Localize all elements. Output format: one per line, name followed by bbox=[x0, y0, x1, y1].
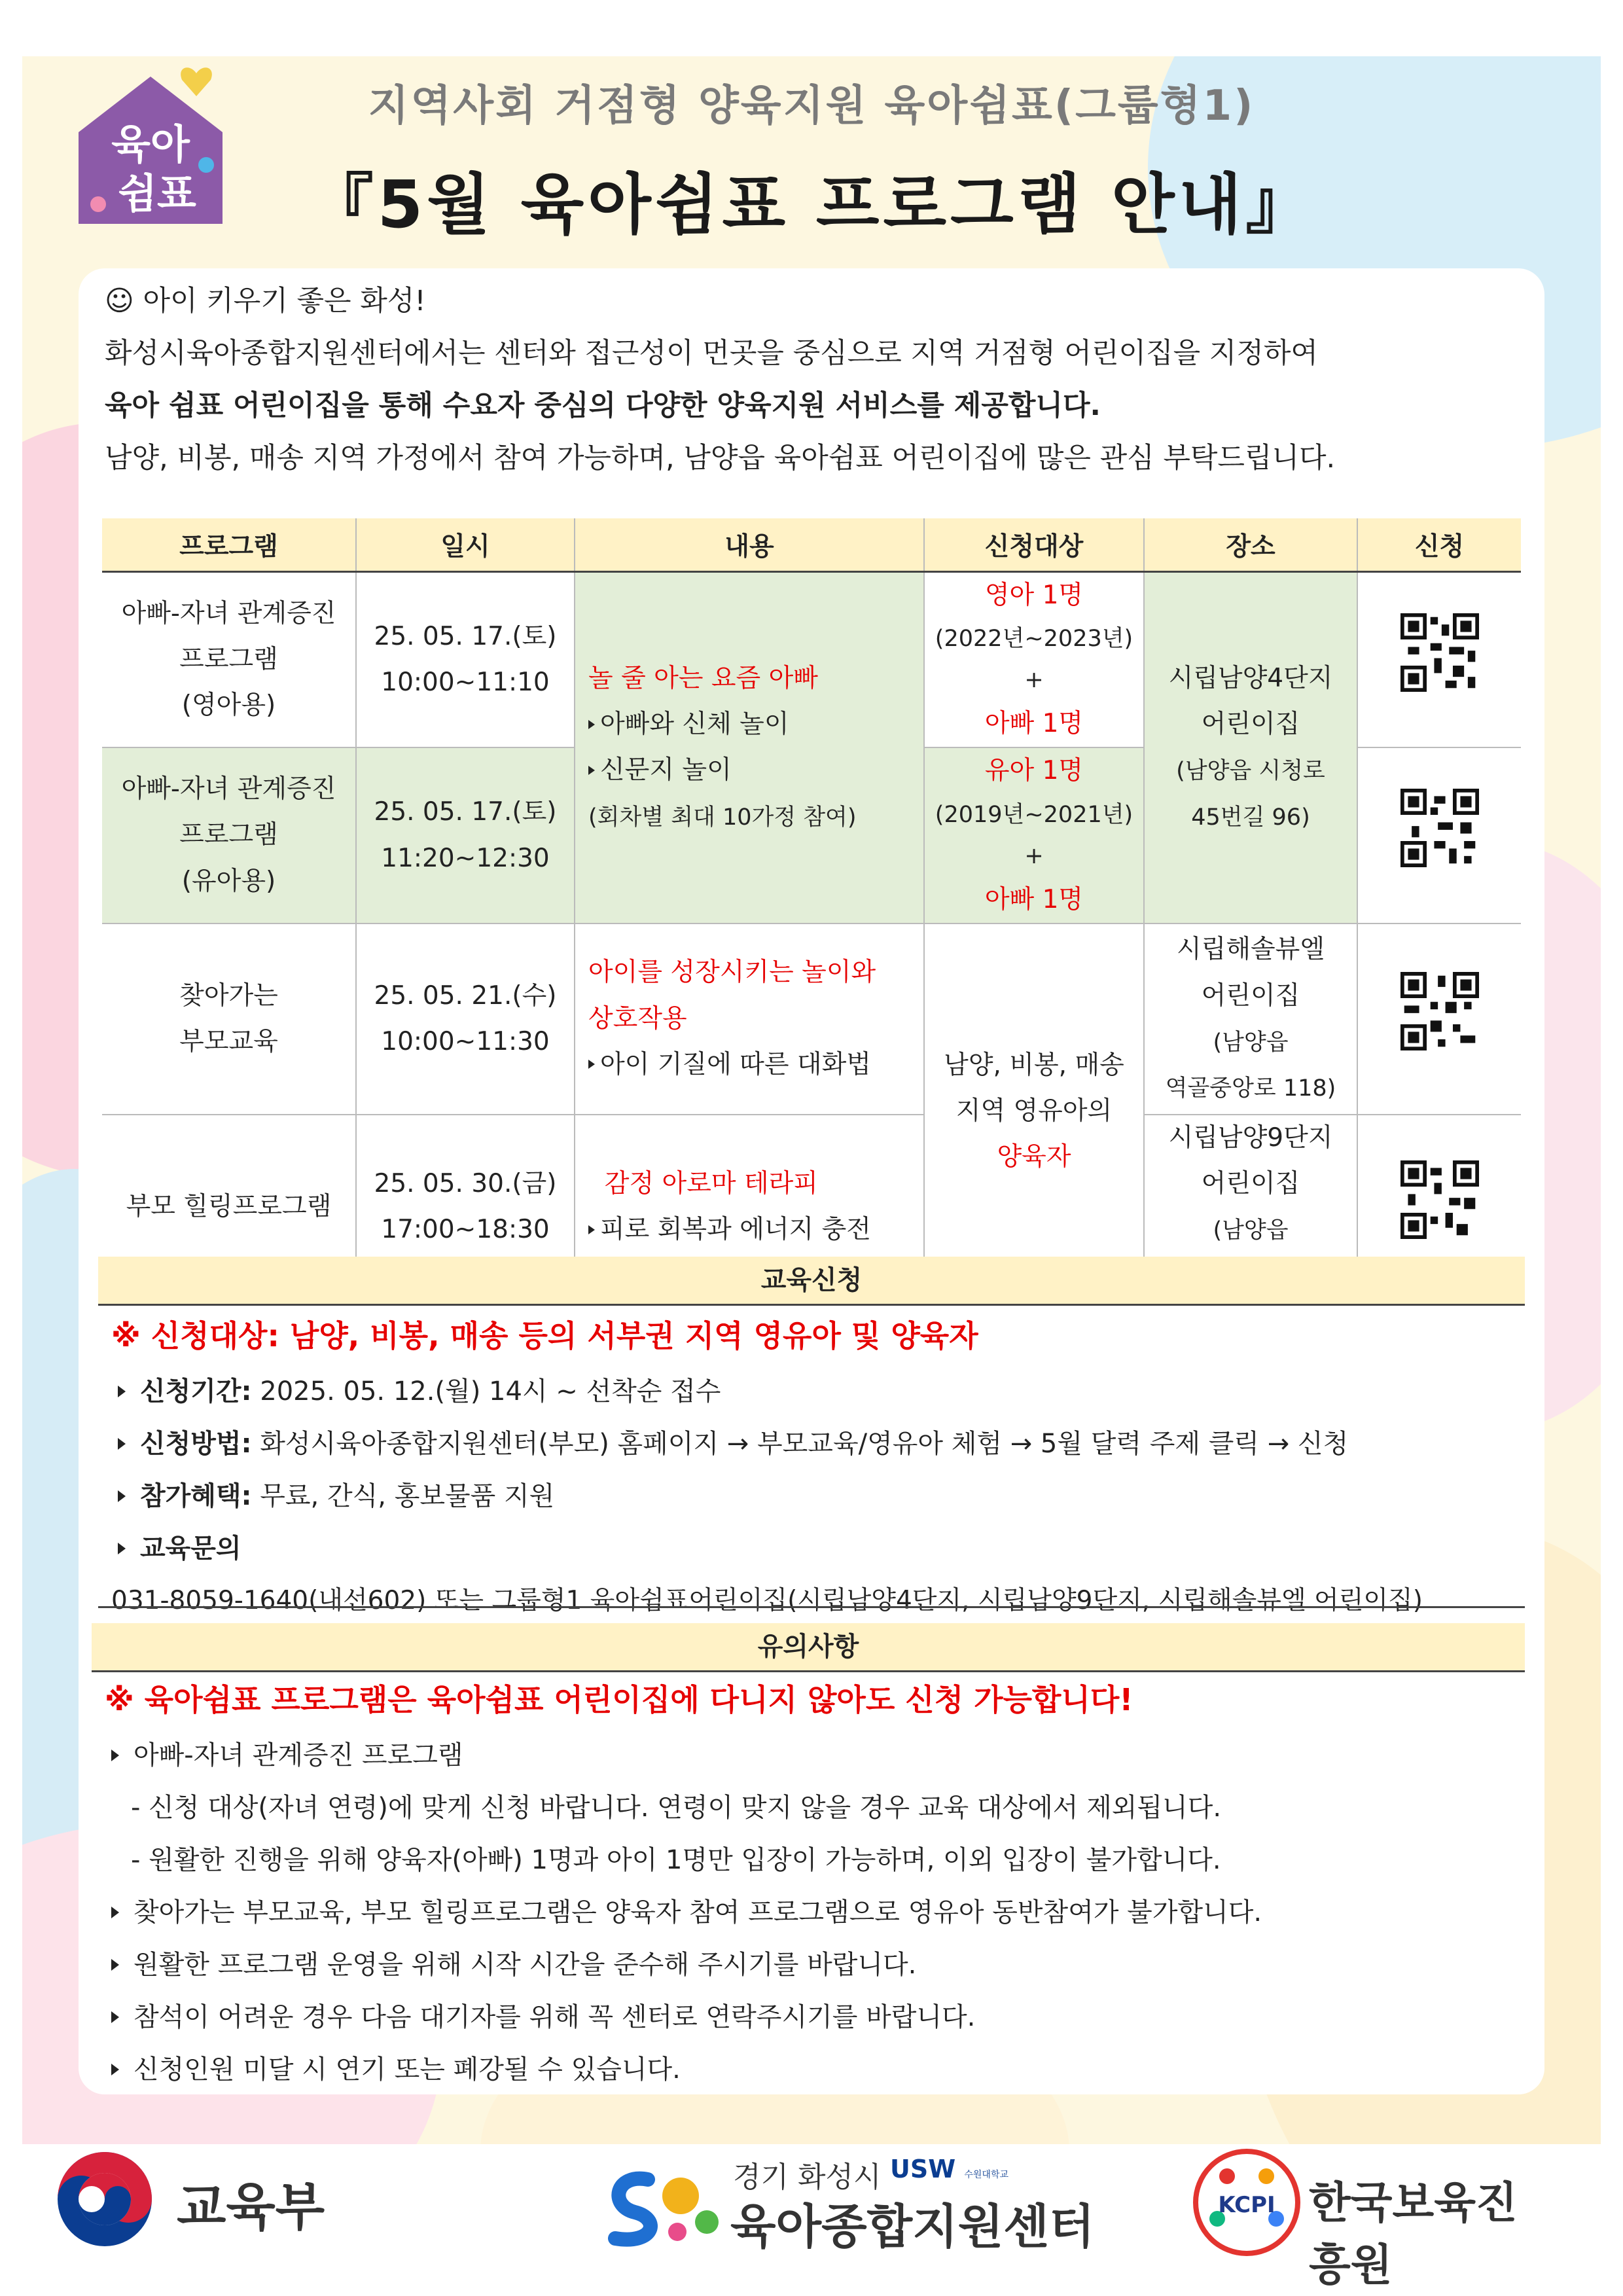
usw-mark: USW 수원대학교 bbox=[890, 2155, 1008, 2183]
note-item: 찾아가는 부모교육, 부모 힐링프로그램은 양육자 참여 프로그램으로 영유아 동반참여가 불가합니다. bbox=[105, 1886, 1544, 1939]
qr-cell[interactable] bbox=[1357, 747, 1521, 923]
intro-text bbox=[105, 275, 1544, 484]
education-period: 신청기간: 2025. 05. 12.(월) 14시 ~ 선착순 접수 bbox=[111, 1365, 1551, 1418]
date-cell: 25. 05. 30.(금) 17:00~18:30 bbox=[356, 1115, 575, 1300]
target-cell: 영아 1명 (2022년~2023년) + 아빠 1명 bbox=[924, 572, 1144, 748]
table-row bbox=[102, 924, 1521, 1115]
kcpi-badge-text: KCPI bbox=[1218, 2192, 1275, 2218]
education-section bbox=[111, 1306, 1551, 1627]
table-header-row bbox=[102, 518, 1521, 572]
program-cell: 찾아가는 부모교육 bbox=[102, 924, 356, 1115]
intro-line-2: 화성시육아종합지원센터에서는 센터와 접근성이 먼곳을 중심으로 지역 거점형 어린이집을 지정하여 bbox=[105, 337, 1318, 370]
notes-section-title: 유의사항 bbox=[92, 1623, 1525, 1672]
divider bbox=[98, 1606, 1525, 1608]
note-item: 참석이 어려운 경우 다음 대기자를 위해 꼭 센터로 연락주시기를 바랍니다. bbox=[105, 1991, 1544, 2043]
place-cell: 시립남양4단지 어린이집 (남양읍 시청로 45번길 96) bbox=[1144, 572, 1357, 924]
center-name: 육아종합지원센터 bbox=[730, 2199, 1095, 2254]
center-region: 경기 화성시 bbox=[733, 2161, 882, 2194]
program-cell: 아빠-자녀 관계증진 프로그램 (유아용) bbox=[102, 747, 356, 923]
note-item: 원활한 프로그램 운영을 위해 시작 시간을 준수해 주시기를 바랍니다. bbox=[105, 1939, 1544, 1991]
content-cell: 감정 아로마 테라피 피로 회복과 에너지 충전 bbox=[575, 1115, 924, 1300]
note-item: 아빠-자녀 관계증진 프로그램 bbox=[105, 1729, 1544, 1782]
taegeuk-icon bbox=[52, 2147, 157, 2251]
qr-code-icon[interactable] bbox=[1400, 789, 1479, 867]
content-cell: 아이를 성장시키는 놀이와 상호작용 아이 기질에 따른 대화법 bbox=[575, 924, 924, 1115]
target-cell: 유아 1명 (2019년~2021년) + 아빠 1명 bbox=[924, 747, 1144, 923]
col-header: 일시 bbox=[356, 518, 575, 572]
education-inquiry-label: 교육문의 bbox=[111, 1522, 1551, 1575]
qr-cell[interactable] bbox=[1357, 572, 1521, 748]
moe-logo bbox=[52, 2134, 380, 2265]
intro-line-3: 육아 쉼표 어린이집을 통해 수요자 중심의 다양한 양육지원 서비스를 제공합니다. bbox=[105, 389, 1101, 422]
logo-text-1: 육아 bbox=[111, 120, 190, 168]
note-subitem: - 원활한 진행을 위해 양육자(아빠) 1명과 아이 1명만 입장이 가능하며, 이외 입장이 불가합니다. bbox=[131, 1845, 1221, 1875]
page-title: 『5월 육아쉼표 프로그램 안내』 bbox=[308, 166, 1315, 243]
content-cell: 놀 줄 아는 요즘 아빠 아빠와 신체 놀이 신문지 놀이 (회차별 최대 10가정 참여) bbox=[575, 572, 924, 924]
date-cell: 25. 05. 21.(수) 10:00~11:30 bbox=[356, 924, 575, 1115]
date-cell: 25. 05. 17.(토) 10:00~11:10 bbox=[356, 572, 575, 748]
qr-cell[interactable] bbox=[1357, 924, 1521, 1115]
table-row bbox=[102, 572, 1521, 748]
place-cell: 시립해솔뷰엘 어린이집 (남양읍 역골중앙로 118) bbox=[1144, 924, 1357, 1115]
date-cell: 25. 05. 17.(토) 11:20~12:30 bbox=[356, 747, 575, 923]
education-inquiry: 031-8059-1640(내선602) 또는 그룹형1 육아쉼표어린이집(시립남양4단지, 시립남양9단지, 시립해솔뷰엘 어린이집) bbox=[111, 1586, 1423, 1615]
kcpi-name: 한국보육진흥원 bbox=[1309, 2178, 1518, 2290]
note-item: 신청인원 미달 시 연기 또는 폐강될 수 있습니다. bbox=[105, 2043, 1544, 2096]
note-subitem: - 신청 대상(자녀 연령)에 맞게 신청 바랍니다. 연령이 맞지 않을 경우 교육 대상에서 제외됩니다. bbox=[131, 1793, 1222, 1823]
moe-name: 교육부 bbox=[177, 2178, 325, 2237]
intro-line-1: ☺ 아이 키우기 좋은 화성! bbox=[105, 285, 426, 317]
kcpi-emblem-icon bbox=[1191, 2147, 1302, 2258]
hwaseong-center-logo bbox=[602, 2134, 1099, 2265]
intro-line-4: 남양, 비봉, 매송 지역 가정에서 참여 가능하며, 남양읍 육아쉼표 어린이집에 많은 관심 부탁드립니다. bbox=[105, 442, 1336, 475]
qr-code-icon[interactable] bbox=[1400, 613, 1479, 692]
col-header: 프로그램 bbox=[102, 518, 356, 572]
qr-code-icon[interactable] bbox=[1400, 972, 1479, 1050]
education-method: 신청방법: 화성시육아종합지원센터(부모) 홈페이지 → 부모교육/영유아 체험 → 5월 달력 주제 클릭 → 신청 bbox=[111, 1418, 1551, 1470]
place-cell: 시립남양9단지 어린이집 (남양읍 bbox=[1144, 1115, 1357, 1300]
education-benefit: 참가혜택: 무료, 간식, 홍보물품 지원 bbox=[111, 1470, 1551, 1522]
col-header: 장소 bbox=[1144, 518, 1357, 572]
logo-text-2: 쉼표 bbox=[118, 170, 196, 217]
qr-code-icon[interactable] bbox=[1400, 1160, 1479, 1239]
education-warning: ※ 신청대상: 남양, 비봉, 매송 등의 서부권 지역 영유아 및 양육자 bbox=[111, 1318, 978, 1354]
kcpi-logo bbox=[1191, 2134, 1558, 2290]
program-table bbox=[102, 518, 1521, 1300]
col-header: 신청 bbox=[1357, 518, 1521, 572]
education-section-title: 교육신청 bbox=[98, 1257, 1525, 1306]
page-subtitle: 지역사회 거점형 양육지원 육아쉼표(그룹형1) bbox=[368, 82, 1255, 130]
col-header: 신청대상 bbox=[924, 518, 1144, 572]
center-mark-icon bbox=[602, 2160, 720, 2251]
notes-warning: ※ 육아쉼표 프로그램은 육아쉼표 어린이집에 다니지 않아도 신청 가능합니다! bbox=[105, 1682, 1133, 1717]
program-cell: 아빠-자녀 관계증진 프로그램 (영아용) bbox=[102, 572, 356, 748]
target-cell: 남양, 비봉, 매송 지역 영유아의 양육자 bbox=[924, 924, 1144, 1300]
program-cell: 부모 힐링프로그램 bbox=[102, 1115, 356, 1300]
notes-section bbox=[105, 1670, 1544, 2096]
col-header: 내용 bbox=[575, 518, 924, 572]
